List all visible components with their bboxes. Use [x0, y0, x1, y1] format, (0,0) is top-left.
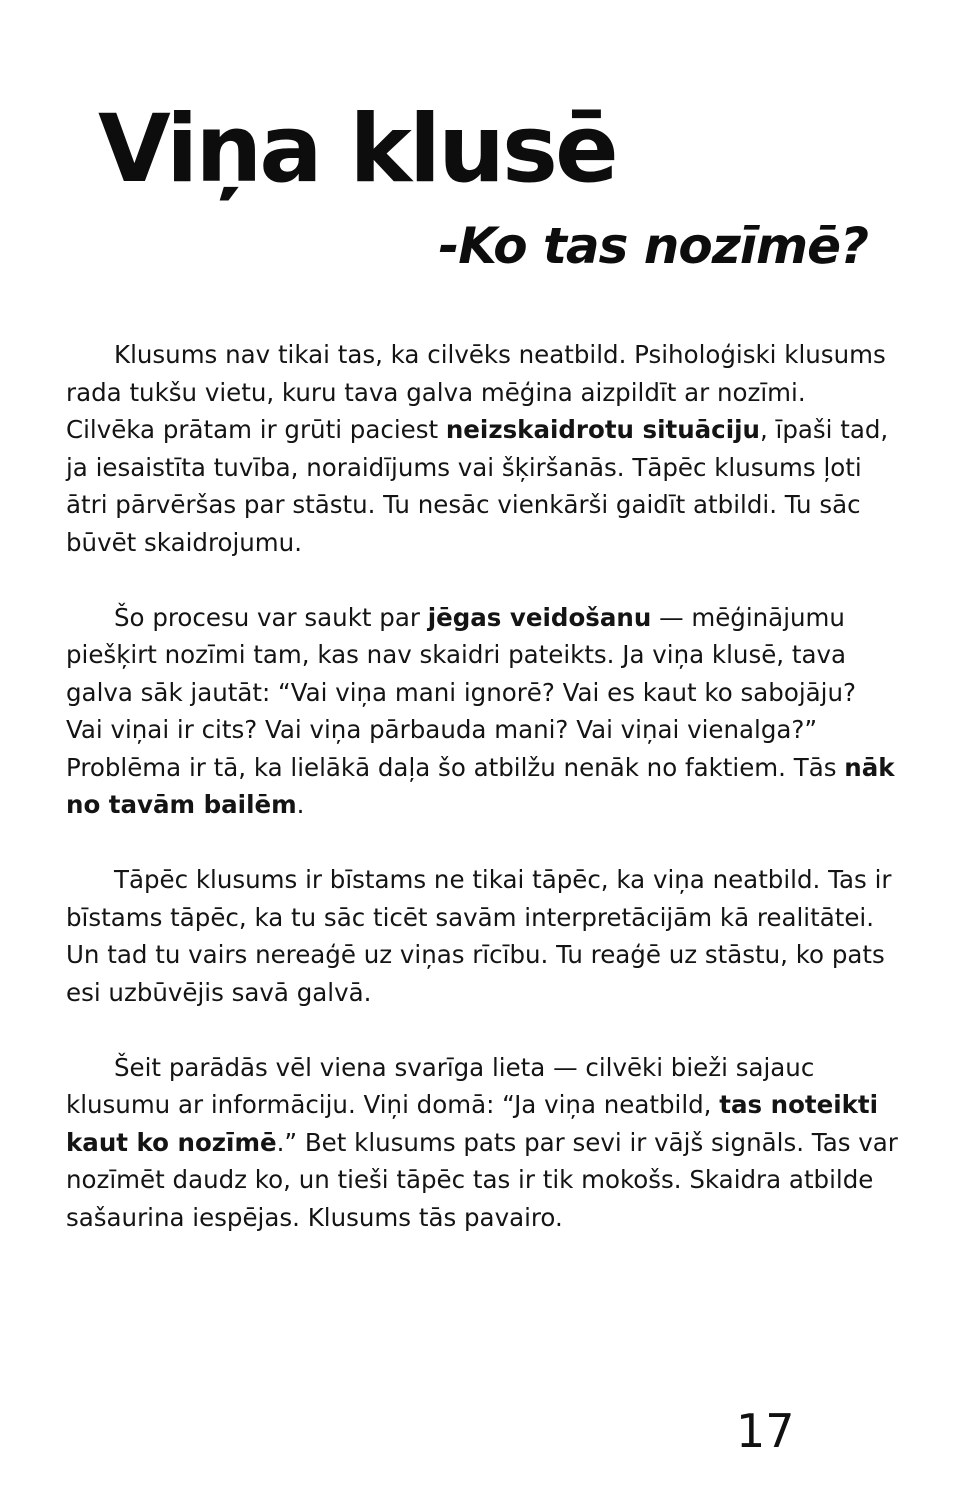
page-subtitle: -Ko tas nozīmē?: [438, 217, 868, 275]
paragraph-4-text-1: Šeit parādās vēl viena svarīga lieta — cilvēki bieži sajauc klusumu ar informāciju. Viņi domā: “Ja viņa neatbild,: [66, 1052, 815, 1119]
paragraph-4-text-2: .” Bet klusums pats par sevi ir vājš signāls. Tas var nozīmēt daudz ko, un tieši tāpēc tas ir tik mokošs. Skaidra atbilde sašaurina iespējas. Klusums tās pavairo.: [66, 1127, 898, 1232]
paragraph-2-bold-1: jēgas veidošanu: [427, 602, 652, 632]
body-text: [66, 336, 900, 1274]
page-title: Viņa klusē: [98, 95, 616, 204]
paragraph-3: [66, 861, 900, 1011]
paragraph-2-text-1: Šo procesu var saukt par: [114, 602, 428, 632]
paragraph-1-text-1: Klusums nav tikai tas, ka cilvēks neatbild. Psiholoģiski klusums rada tukšu vietu, kuru tava galva mēģina aizpildīt ar nozīmi. Cilvēka prātam ir grūti paciest: [66, 340, 886, 444]
paragraph-2: [66, 599, 900, 824]
page-number: 17: [736, 1404, 795, 1458]
paragraph-2-text-3: .: [296, 790, 305, 819]
paragraph-1-bold-1: neizskaidrotu situāciju: [445, 415, 760, 444]
paragraph-4: [66, 1049, 900, 1237]
paragraph-4-bold-1: tas noteikti kaut ko nozīmē: [66, 1090, 879, 1157]
paragraph-3-text-1: Tāpēc klusums ir bīstams ne tikai tāpēc, ka viņa neatbild. Tas ir bīstams tāpēc, ka tu sāc ticēt savām interpretācijām kā realitātei. Un tad tu vairs nereaģē uz viņas rīcību. Tu reaģē uz stāstu, ko pats esi uzbūvējis savā galvā.: [66, 865, 892, 1007]
paragraph-1: [66, 336, 900, 561]
paragraph-2-text-2: — mēģinājumu piešķirt nozīmi tam, kas nav skaidri pateikts. Ja viņa klusē, tava galva sāk jautāt: “Vai viņa mani ignorē? Vai es kaut ko sabojāju? Vai viņai ir cits? Vai viņa pārbauda mani? Vai viņai vienalga?” Problēma ir tā, ka lielākā daļa šo atbilžu nenāk no faktiem. Tās: [66, 602, 857, 782]
paragraph-1-text-2: , īpaši tad, ja iesaistīta tuvība, noraidījums vai šķiršanās. Tāpēc klusums ļoti ātri pārvēršas par stāstu. Tu nesāc vienkārši gaidīt atbildi. Tu sāc būvēt skaidrojumu.: [66, 415, 889, 557]
paragraph-2-bold-2: nāk no tavām bailēm: [66, 752, 895, 819]
